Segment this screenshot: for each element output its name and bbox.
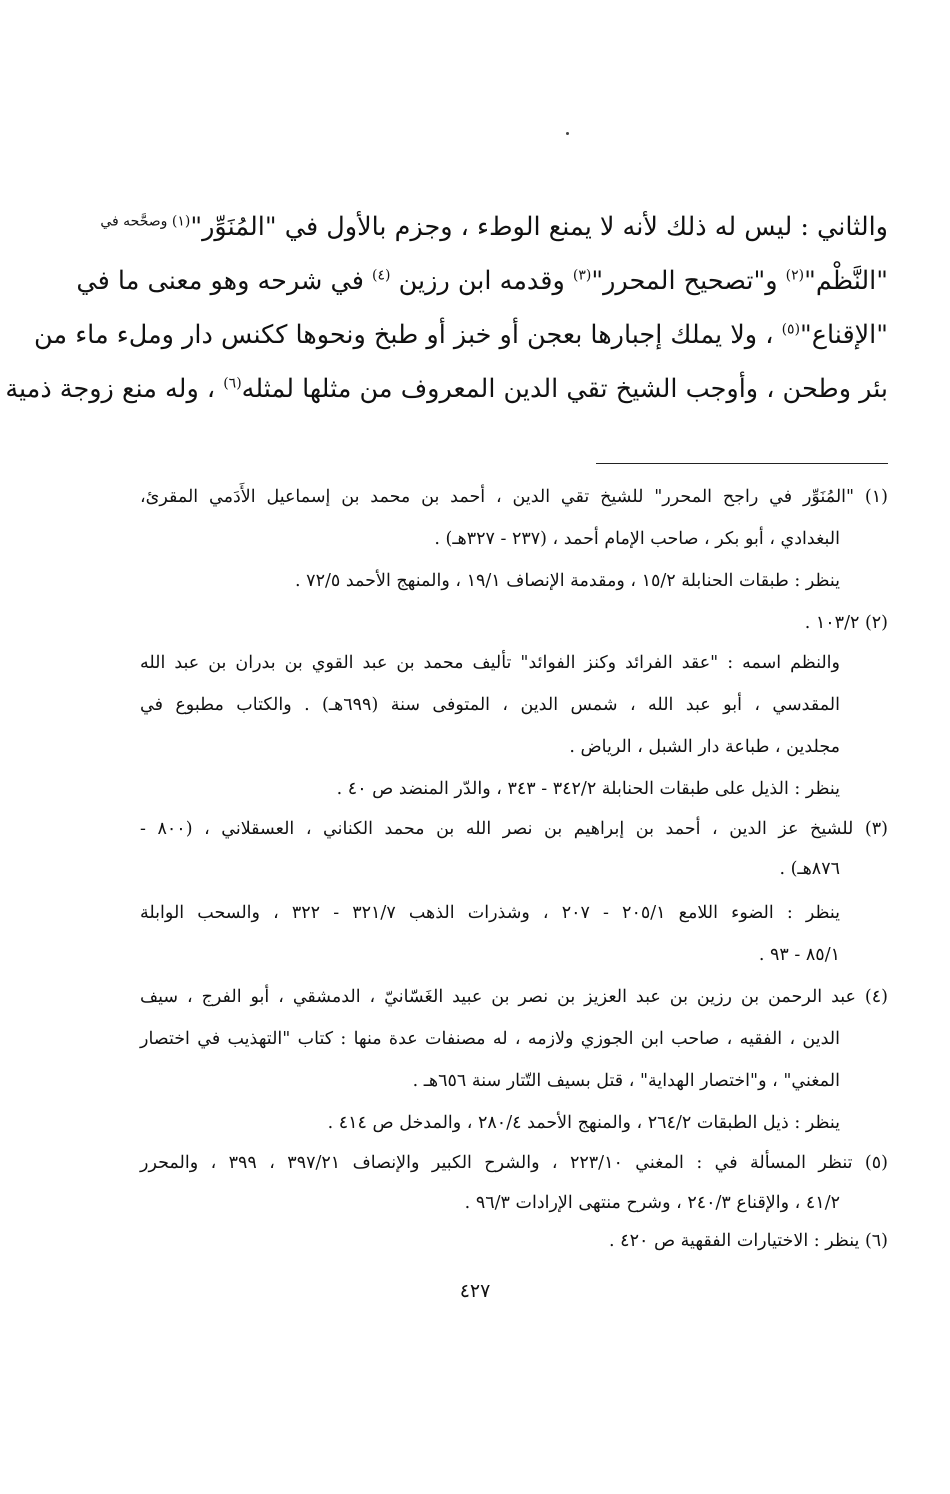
footnote-3-line-3: ينظر : الضوء اللامع ٢٠٥/١ - ٢٠٧ ، وشذرات الذهب ٣٢١/٧ - ٣٢٢ ، والسحب الوابلة <box>140 903 841 923</box>
footnote-separator <box>596 463 888 464</box>
footnote-5-line-1: (٥) تنظر المسألة في : المغني ٢٢٣/١٠ ، والشرح الكبير والإنصاف ٣٩٧/٢١ ، ٣٩٩ ، والمحرر <box>140 1153 888 1173</box>
footnotes <box>140 484 888 1264</box>
main-line-4: بئر وطحن ، وأوجب الشيخ تقي الدين المعروف من مثلها لمثله$^{(٦)}$ ، وله منع زوجة ذمية <box>5 374 888 404</box>
footnote-3-line-1: (٣) للشيخ عز الدين ، أحمد بن إبراهيم بن نصر الله بن محمد الكناني ، العسقلاني ، (٨٠٠ - <box>140 819 888 839</box>
main-line-1: والثاني : ليس له ذلك لأنه لا يمنع الوطء ، وجزم بالأول في "المُنَوِّر"$^{(١) وصحَّحه في}$ <box>100 212 888 242</box>
footnote-2-line-1: (٢) ١٠٣/٢ . <box>804 613 888 633</box>
footnote-5-line-2: ٤١/٢ ، والإقناع ٢٤٠/٣ ، وشرح منتهى الإرادات ٩٦/٣ . <box>464 1193 840 1213</box>
footnote-2-line-2: والنظم اسمه : "عقد الفرائد وكنز الفوائد" تأليف محمد بن عبد القوي بن بدران بن عبد الله <box>140 653 840 673</box>
footnote-2-line-4: مجلدين ، طباعة دار الشبل ، الرياض . <box>569 737 840 757</box>
footnote-1-line-1: (١) "المُنَوِّر في راجح المحرر" للشيخ تقي الدين ، أحمد بن محمد بن إسماعيل الأَدَمي المقرئ، <box>140 487 888 507</box>
footnote-4-line-2: الدين ، الفقيه ، صاحب ابن الجوزي ولازمه ، له مصنفات عدة منها : كتاب "التهذيب في اختصار <box>140 1029 840 1049</box>
speck-dot <box>566 132 569 135</box>
footnote-2-line-3: المقدسي ، أبو عبد الله ، شمس الدين ، المتوفى سنة (٦٩٩هـ) . والكتاب مطبوع في <box>140 695 841 715</box>
main-line-3: "الإقناع"$^{(٥)}$ ، ولا يملك إجبارها بعجن أو خبز أو طبخ ونحوها ككنس دار وملء ماء من <box>34 320 888 350</box>
footnote-4-line-3: المغني" ، و"اختصار الهداية" ، قتل بسيف التّتار سنة ٦٥٦هـ . <box>412 1071 840 1091</box>
footnote-3-line-4: ٨٥/١ - ٩٣ . <box>758 945 840 965</box>
footnote-1-line-3: ينظر : طبقات الحنابلة ١٥/٢ ، ومقدمة الإنصاف ١٩/١ ، والمنهج الأحمد ٧٢/٥ . <box>295 571 840 591</box>
footnote-3-line-2: ٨٧٦هـ) . <box>779 859 840 879</box>
main-line-2: "النَّظْم"$^{(٢)}$ و"تصحيح المحرر"$^{(٣)}$ وقدمه ابن رزين $^{(٤)}$ في شرحه وهو معنى ما في <box>76 266 888 296</box>
footnote-2-line-5: ينظر : الذيل على طبقات الحنابلة ٣٤٢/٢ - ٣٤٣ ، والدّر المنضد ص ٤٠ . <box>336 779 840 799</box>
footnote-1-line-2: البغدادي ، أبو بكر ، صاحب الإمام أحمد ، (٢٣٧ - ٣٢٧هـ) . <box>434 529 840 549</box>
main-text <box>5 200 888 416</box>
page-number: ٤٢٧ <box>459 1280 491 1302</box>
footnote-6-line-1: (٦) ينظر : الاختيارات الفقهية ص ٤٢٠ . <box>609 1231 888 1251</box>
footnote-4-line-4: ينظر : ذيل الطبقات ٢٦٤/٢ ، والمنهج الأحمد ٢٨٠/٤ ، والمدخل ص ٤١٤ . <box>327 1113 840 1133</box>
footnote-4-line-1: (٤) عبد الرحمن بن رزين بن عبد العزيز بن نصر بن عبيد الغَسّانيّ ، الدمشقي ، أبو الفرج ، سيف <box>140 987 888 1007</box>
